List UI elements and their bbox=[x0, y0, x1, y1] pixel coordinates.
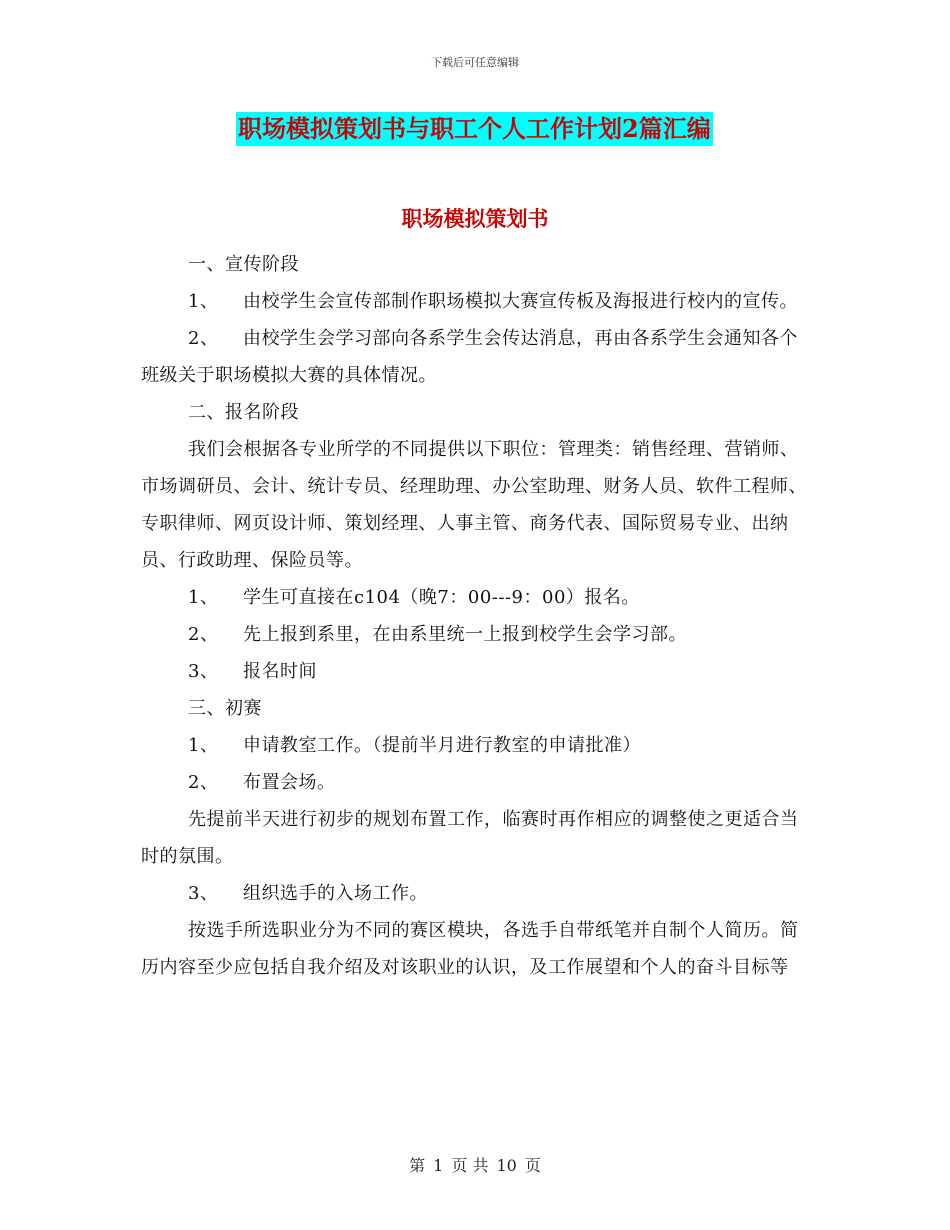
paragraph-text: 由校学生会学习部向各系学生会传达消息，再由各系学生会通知各个班级关于职场模拟大赛的具体情况。 bbox=[141, 328, 798, 386]
footer-page-number: 1 bbox=[433, 1156, 444, 1175]
paragraph bbox=[141, 431, 811, 579]
document-body bbox=[141, 246, 811, 986]
paragraph bbox=[141, 283, 811, 320]
paragraph-text: 学生可直接在c104（晚7：00---9：00）报名。 bbox=[243, 587, 640, 608]
paragraph bbox=[141, 912, 811, 986]
paragraph bbox=[141, 801, 811, 875]
paragraph-text: 先提前半天进行初步的规划布置工作，临赛时再作相应的调整使之更适合当时的氛围。 bbox=[141, 809, 799, 867]
paragraph-text: 报名时间 bbox=[243, 661, 317, 682]
paragraph bbox=[141, 616, 811, 653]
paragraph-text: 一、宣传阶段 bbox=[188, 254, 299, 275]
section-title: 职场模拟策划书 bbox=[401, 206, 549, 231]
paragraph-text: 三、初赛 bbox=[188, 698, 262, 719]
paragraph-number: 2、 bbox=[188, 328, 219, 349]
paragraph-number: 1、 bbox=[188, 587, 219, 608]
paragraph-text: 申请教室工作。（提前半月进行教室的申请批准） bbox=[243, 735, 641, 756]
paragraph-text: 我们会根据各专业所学的不同提供以下职位：管理类：销售经理、营销师、市场调研员、会计、统计专员、经理助理、办公室助理、财务人员、软件工程师、专职律师、网页设计师、策划经理、人事主管、商务代表、国际贸易专业、出纳员、行政助理、保险员等。 bbox=[141, 439, 807, 571]
paragraph-number: 3、 bbox=[188, 883, 219, 904]
paragraph bbox=[141, 394, 811, 431]
footer-middle: 页 共 bbox=[451, 1156, 489, 1175]
paragraph-number: 2、 bbox=[188, 772, 219, 793]
paragraph bbox=[141, 875, 811, 912]
paragraph-number: 1、 bbox=[188, 735, 219, 756]
paragraph bbox=[141, 690, 811, 727]
paragraph bbox=[141, 653, 811, 690]
footer-suffix: 页 bbox=[524, 1156, 541, 1175]
document-title: 职场模拟策划书与职工个人工作计划2篇汇编 bbox=[236, 112, 713, 146]
header-note: 下载后可任意编辑 bbox=[431, 56, 519, 69]
paragraph-number: 1、 bbox=[188, 291, 219, 312]
paragraph-text: 按选手所选职业分为不同的赛区模块，各选手自带纸笔并自制个人简历。简历内容至少应包括自我介绍及对该职业的认识，及工作展望和个人的奋斗目标等 bbox=[141, 920, 799, 978]
page-footer bbox=[0, 1153, 950, 1176]
footer-total-pages: 10 bbox=[496, 1156, 517, 1175]
paragraph-text: 组织选手的入场工作。 bbox=[243, 883, 428, 904]
paragraph bbox=[141, 320, 811, 394]
paragraph-text: 先上报到系里，在由系里统一上报到校学生会学习部。 bbox=[243, 624, 687, 645]
paragraph bbox=[141, 764, 811, 801]
paragraph-number: 3、 bbox=[188, 661, 219, 682]
paragraph-text: 由校学生会宣传部制作职场模拟大赛宣传板及海报进行校内的宣传。 bbox=[243, 291, 798, 312]
paragraph-text: 二、报名阶段 bbox=[188, 402, 299, 423]
paragraph bbox=[141, 579, 811, 616]
paragraph bbox=[141, 246, 811, 283]
paragraph-number: 2、 bbox=[188, 624, 219, 645]
paragraph-text: 布置会场。 bbox=[243, 772, 336, 793]
footer-prefix: 第 bbox=[409, 1156, 426, 1175]
paragraph bbox=[141, 727, 811, 764]
